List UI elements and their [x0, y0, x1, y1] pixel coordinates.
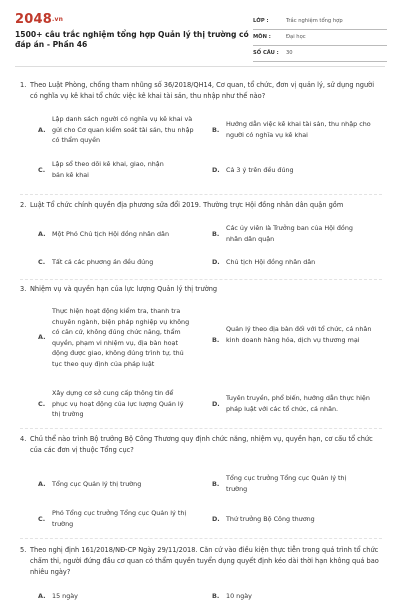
option-text: Quản lý theo địa bàn đối với tổ chức, cá nhân kinh doanh hàng hóa, dịch vụ thương mại [226, 325, 372, 344]
question-number: 5. [20, 546, 27, 554]
meta-label: SỐ CÂU : [253, 50, 279, 56]
option-text: Lập danh sách người có nghĩa vụ kê khai và gửi cho Cơ quan kiểm soát tài sản, thu nhập có thẩm quyền [52, 115, 194, 144]
option-text: Một Phó Chủ tịch Hội đồng nhân dân [52, 230, 170, 238]
meta-label: MÔN : [253, 34, 271, 40]
option-text: Lập sổ theo dõi kê khai, giao, nhận bản kê khai [52, 160, 164, 179]
question-number: 3. [20, 285, 27, 293]
option-text: Thực hiện hoạt động kiểm tra, thanh tra chuyên ngành, biện pháp nghiệp vụ không có căn cứ, không đúng chức năng, thẩm quyền, phạm vi nhiệm vụ, địa bàn hoạt động được giao, không đúng trình tự, thủ tục theo quy định của pháp luật [52, 307, 190, 368]
meta-row-class [253, 14, 387, 30]
option-letter: A. [38, 333, 46, 341]
question-divider [20, 194, 382, 195]
meta-label: LỚP : [253, 18, 269, 24]
option-letter: B. [212, 592, 220, 600]
option-letter: A. [38, 592, 46, 600]
question-number: 2. [20, 201, 27, 209]
option-letter: C. [38, 166, 46, 174]
option-text: 10 ngày [226, 592, 252, 600]
question-divider [20, 279, 382, 280]
option-text: Xây dựng cơ sở cung cấp thông tin để phục vụ hoạt động của lực lượng Quản lý thị trường [52, 389, 184, 418]
site-logo[interactable] [15, 12, 63, 27]
document-header [15, 12, 387, 60]
option-text: Hướng dẫn việc kê khai tài sản, thu nhập cho người có nghĩa vụ kê khai [226, 120, 371, 139]
option-letter: C. [38, 515, 46, 523]
option-text: Phó Tổng cục trưởng Tổng cục Quản lý thị trường [52, 509, 187, 528]
option-letter: B. [212, 126, 220, 134]
option-letter: B. [212, 336, 220, 344]
question-text: Nhiệm vụ và quyền hạn của lực lượng Quản lý thị trường [30, 285, 218, 293]
option-letter: D. [212, 258, 220, 266]
meta-value: Đại học [286, 34, 306, 40]
meta-row-subject [253, 30, 387, 46]
option-letter: A. [38, 230, 46, 238]
meta-row-count [253, 46, 387, 62]
option-text: Cả 3 ý trên đều đúng [226, 166, 294, 174]
option-text: Tổng cục trưởng Tổng cục Quản lý thị trường [226, 474, 347, 493]
meta-value: 30 [286, 50, 293, 56]
question-text: Luật Tổ chức chính quyền địa phương sửa đổi 2019. Thường trực Hội đồng nhân dân quận gồm [30, 201, 344, 209]
question-text: Theo nghị định 161/2018/NĐ-CP Ngày 29/11/2018. Căn cứ vào điều kiện thực tiễn trong quá trình tổ chức chấm thi, người đứng đầu cơ quan có thẩm quyền tuyển dụng quyết định kéo dài thời hạn không quá bao nhiêu ngày? [30, 546, 379, 576]
question-number: 4. [20, 435, 27, 443]
option-text: Tất cả các phương án đều đúng [52, 258, 154, 266]
logo-suffix: .vn [51, 16, 64, 23]
option-text: Tuyên truyền, phổ biến, hướng dẫn thực hiện pháp luật với các tổ chức, cá nhân. [226, 394, 370, 413]
option-letter: A. [38, 480, 46, 488]
question-divider [20, 538, 382, 539]
option-text: Tổng cục Quản lý thị trường [52, 480, 142, 488]
question-divider [20, 428, 382, 429]
meta-info [253, 14, 387, 62]
option-letter: C. [38, 400, 46, 408]
document-title: 1500+ câu trắc nghiệm tổng hợp Quản lý thị trường có đáp án - Phần 46 [15, 30, 249, 49]
header-divider [15, 66, 385, 67]
option-letter: A. [38, 126, 46, 134]
option-letter: C. [38, 258, 46, 266]
option-text: Chủ tịch Hội đồng nhân dân [226, 258, 316, 266]
option-letter: B. [212, 230, 220, 238]
option-text: Các ủy viên là Trưởng ban của Hội đồng nhân dân quận [226, 224, 353, 243]
option-text: Thứ trưởng Bộ Công thương [226, 515, 315, 523]
question-number: 1. [20, 81, 27, 89]
option-text: 15 ngày [52, 592, 78, 600]
question-text: Theo Luật Phòng, chống tham nhũng số 36/2018/QH14, Cơ quan, tổ chức, đơn vị quản lý, sử dụng người có nghĩa vụ kê khai tổ chức việc kê khai tài sản, thu nhập như thế nào? [30, 81, 375, 100]
option-letter: D. [212, 515, 220, 523]
question-text: Chủ thể nào trình Bộ trưởng Bộ Công Thương quy định chức năng, nhiệm vụ, quyền hạn, cơ cấu tổ chức của các đơn vị thuộc Tổng cục? [30, 435, 373, 454]
option-letter: B. [212, 480, 220, 488]
option-letter: D. [212, 166, 220, 174]
meta-value: Trắc nghiệm tổng hợp [286, 18, 343, 24]
logo-text: 2048 [15, 12, 52, 27]
option-letter: D. [212, 400, 220, 408]
